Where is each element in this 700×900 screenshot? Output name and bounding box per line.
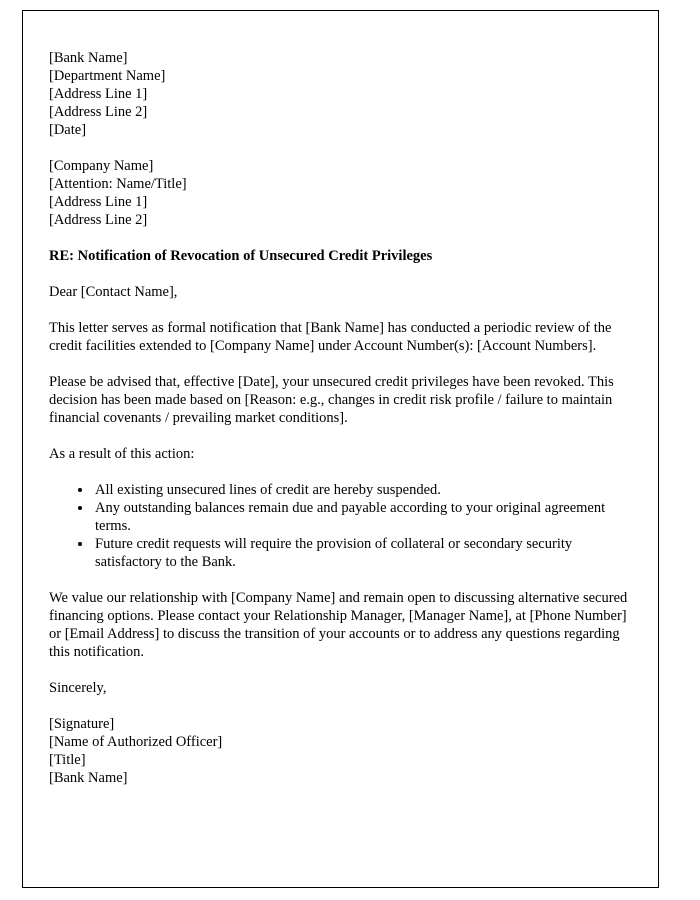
signature-bank-name: [Bank Name] bbox=[49, 770, 128, 786]
sender-address-block bbox=[49, 49, 630, 139]
sign-off: Sincerely, bbox=[49, 680, 107, 696]
consequences-list bbox=[49, 481, 630, 571]
sender-address-line-1: [Address Line 1] bbox=[49, 86, 148, 102]
bullet-list-intro: As a result of this action: bbox=[49, 446, 195, 462]
authorized-officer-name: [Name of Authorized Officer] bbox=[49, 734, 223, 750]
paragraph-review-notification: This letter serves as formal notification that [Bank Name] has conducted a periodic review of the credit facilities extended to [Company Name] under Account Number(s): [Account Numbers]. bbox=[49, 320, 612, 354]
salutation: Dear [Contact Name], bbox=[49, 284, 178, 300]
recipient-company-name: [Company Name] bbox=[49, 158, 154, 174]
list-item-balances: • Any outstanding balances remain due and payable according to your original agreement terms. bbox=[93, 499, 630, 535]
list-item-suspension: • All existing unsecured lines of credit are hereby suspended. bbox=[93, 481, 630, 499]
subject-line: RE: Notification of Revocation of Unsecured Credit Privileges bbox=[49, 248, 433, 264]
letter-page bbox=[22, 10, 659, 888]
letter-date: [Date] bbox=[49, 122, 87, 138]
paragraph-relationship-contact: We value our relationship with [Company Name] and remain open to discussing alternative secured financing options. Please contact your Relationship Manager, [Manager Name], at [Phone Number] or [Email Address] to discuss the transition of your accounts or to address any questions regarding this notification. bbox=[49, 590, 628, 660]
paragraph-revocation-notice: Please be advised that, effective [Date], your unsecured credit privileges have been revoked. This decision has been made based on [Reason: e.g., changes in credit risk profile / failure to maintain financial covenants / prevailing market conditions]. bbox=[49, 374, 614, 426]
officer-title: [Title] bbox=[49, 752, 86, 768]
signature-block bbox=[49, 715, 630, 787]
sender-department-name: [Department Name] bbox=[49, 68, 166, 84]
recipient-address-block bbox=[49, 157, 630, 229]
list-item-collateral: • Future credit requests will require the provision of collateral or secondary security satisfactory to the Bank. bbox=[93, 535, 630, 571]
recipient-address-line-1: [Address Line 1] bbox=[49, 194, 148, 210]
sender-bank-name: [Bank Name] bbox=[49, 50, 128, 66]
sender-address-line-2: [Address Line 2] bbox=[49, 104, 148, 120]
signature-placeholder: [Signature] bbox=[49, 716, 115, 732]
recipient-address-line-2: [Address Line 2] bbox=[49, 212, 148, 228]
recipient-attention: [Attention: Name/Title] bbox=[49, 176, 187, 192]
